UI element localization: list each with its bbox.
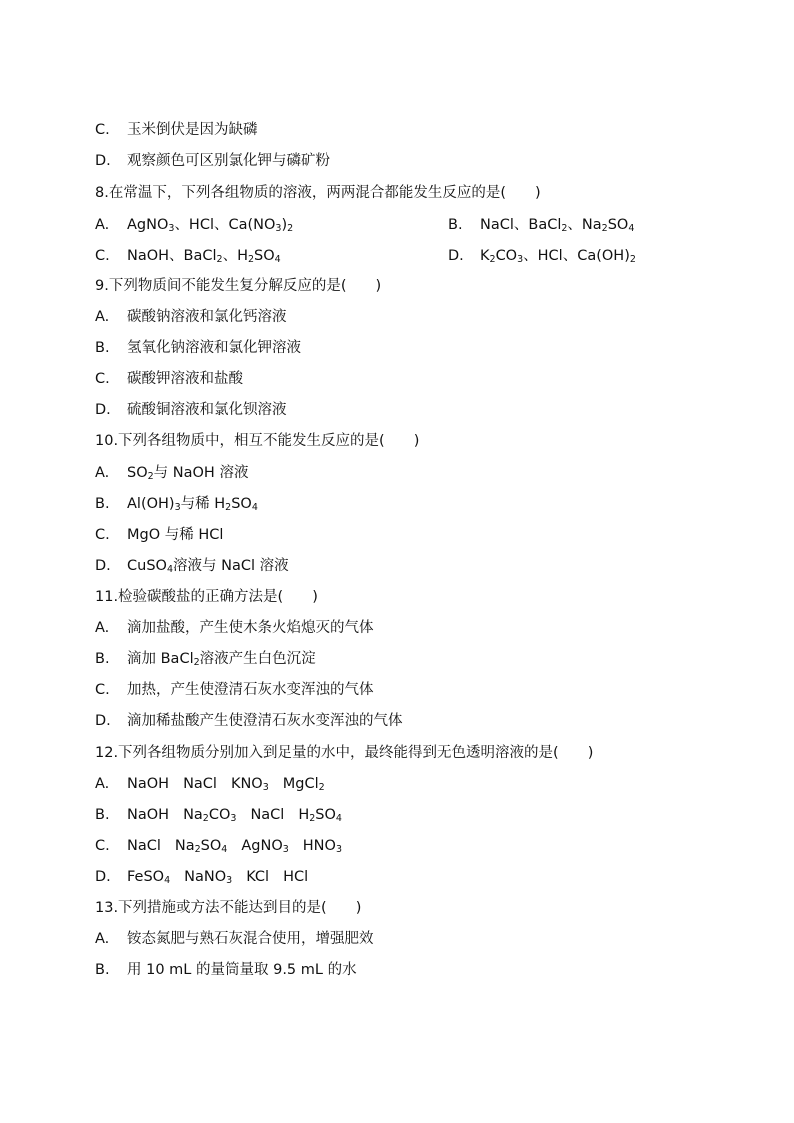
option-label: C. bbox=[95, 838, 110, 854]
q11-option-a bbox=[95, 619, 374, 637]
q8-option-a bbox=[95, 216, 293, 234]
option-text: 用 10 mL 的量筒量取 9.5 mL 的水 bbox=[127, 962, 357, 978]
q10-option-b bbox=[95, 495, 258, 513]
option-label: B. bbox=[95, 496, 110, 512]
option-formula: $SO_2$与 NaOH 溶液 bbox=[127, 465, 249, 482]
q10-option-a bbox=[95, 464, 248, 482]
option-text: 观察颜色可区别氯化钾与磷矿粉 bbox=[127, 153, 330, 169]
option-label: A. bbox=[95, 465, 110, 481]
option-label: A. bbox=[95, 931, 110, 947]
q12-option-a bbox=[95, 775, 325, 793]
option-formula: $K_2CO_3$、HCl、$Ca(OH)_2$ bbox=[480, 248, 636, 265]
option-formula: NaOH NaCl $KNO_3$ MgCl$_2$ bbox=[127, 776, 325, 793]
option-label: D. bbox=[95, 869, 111, 885]
q13-option-a bbox=[95, 930, 374, 948]
option-label: D. bbox=[95, 402, 111, 418]
option-label: C. bbox=[95, 248, 110, 264]
option-text: 碳酸钠溶液和氯化钙溶液 bbox=[127, 309, 287, 325]
q7-option-c bbox=[95, 121, 258, 139]
q11-option-c bbox=[95, 681, 374, 699]
option-text: MgO 与稀 HCl bbox=[127, 527, 224, 543]
option-text: 硫酸铜溶液和氯化钡溶液 bbox=[127, 402, 287, 418]
option-label: C. bbox=[95, 371, 110, 387]
option-label: B. bbox=[95, 962, 110, 978]
question-9-stem: 9.下列物质间不能发生复分解反应的是( ) bbox=[95, 278, 382, 294]
option-formula: $Al(OH)_3$与稀 $H_2SO_4$ bbox=[127, 496, 258, 513]
q11-option-b bbox=[95, 650, 316, 668]
q12-option-c bbox=[95, 837, 342, 855]
option-text: 玉米倒伏是因为缺磷 bbox=[127, 122, 258, 138]
q12-option-b bbox=[95, 806, 342, 824]
option-label: C. bbox=[95, 122, 110, 138]
question-13-stem: 13.下列措施或方法不能达到目的是( ) bbox=[95, 900, 362, 916]
option-label: B. bbox=[448, 217, 463, 233]
q9-option-a bbox=[95, 308, 287, 326]
option-label: D. bbox=[95, 558, 111, 574]
q9-option-c bbox=[95, 370, 243, 388]
option-label: A. bbox=[95, 620, 110, 636]
option-formula: FeSO$_4$ NaNO$_3$ KCl HCl bbox=[127, 869, 309, 886]
option-label: D. bbox=[448, 248, 464, 264]
option-text: 铵态氮肥与熟石灰混合使用，增强肥效 bbox=[127, 931, 374, 947]
option-formula: NaOH、BaCl$_2$、$H_2SO_4$ bbox=[127, 248, 281, 265]
q10-option-d bbox=[95, 557, 289, 575]
q7-option-d bbox=[95, 152, 330, 170]
option-formula: CuSO$_4$溶液与 NaCl 溶液 bbox=[127, 558, 289, 575]
option-label: A. bbox=[95, 776, 110, 792]
q13-option-b bbox=[95, 961, 357, 979]
q9-option-d bbox=[95, 401, 287, 419]
option-label: C. bbox=[95, 527, 110, 543]
option-label: B. bbox=[95, 651, 110, 667]
option-text: 加热，产生使澄清石灰水变浑浊的气体 bbox=[127, 682, 374, 698]
q9-option-b bbox=[95, 339, 301, 357]
option-formula: AgNO$_3$、HCl、$Ca(NO_3)_2$ bbox=[127, 217, 294, 234]
option-label: A. bbox=[95, 309, 110, 325]
option-text: 碳酸钾溶液和盐酸 bbox=[127, 371, 243, 387]
option-text: 滴加盐酸，产生使木条火焰熄灭的气体 bbox=[127, 620, 374, 636]
q10-option-c bbox=[95, 526, 223, 544]
option-label: B. bbox=[95, 340, 110, 356]
option-text: 氢氧化钠溶液和氯化钾溶液 bbox=[127, 340, 301, 356]
question-10-stem: 10.下列各组物质中，相互不能发生反应的是( ) bbox=[95, 433, 420, 449]
option-label: D. bbox=[95, 153, 111, 169]
q8-option-b bbox=[448, 216, 634, 234]
option-text: 滴加稀盐酸产生使澄清石灰水变浑浊的气体 bbox=[127, 713, 403, 729]
option-formula: NaCl、BaCl$_2$、$Na_2SO_4$ bbox=[480, 217, 635, 234]
option-label: C. bbox=[95, 682, 110, 698]
option-formula: 滴加 BaCl$_2$溶液产生白色沉淀 bbox=[127, 651, 316, 668]
q12-option-d bbox=[95, 868, 308, 886]
option-label: B. bbox=[95, 807, 110, 823]
q11-option-d bbox=[95, 712, 403, 730]
question-8-stem: 8.在常温下，下列各组物质的溶液，两两混合都能发生反应的是( ) bbox=[95, 185, 541, 201]
option-label: A. bbox=[95, 217, 110, 233]
option-formula: NaOH $Na_2CO_3$ NaCl $H_2SO_4$ bbox=[127, 807, 342, 824]
q8-option-c bbox=[95, 247, 281, 265]
question-12-stem: 12.下列各组物质分别加入到足量的水中，最终能得到无色透明溶液的是( ) bbox=[95, 745, 594, 761]
q8-option-d bbox=[448, 247, 636, 265]
option-label: D. bbox=[95, 713, 111, 729]
question-11-stem: 11.检验碳酸盐的正确方法是( ) bbox=[95, 589, 318, 605]
option-formula: NaCl $Na_2SO_4$ AgNO$_3$ $HNO_3$ bbox=[127, 838, 342, 855]
